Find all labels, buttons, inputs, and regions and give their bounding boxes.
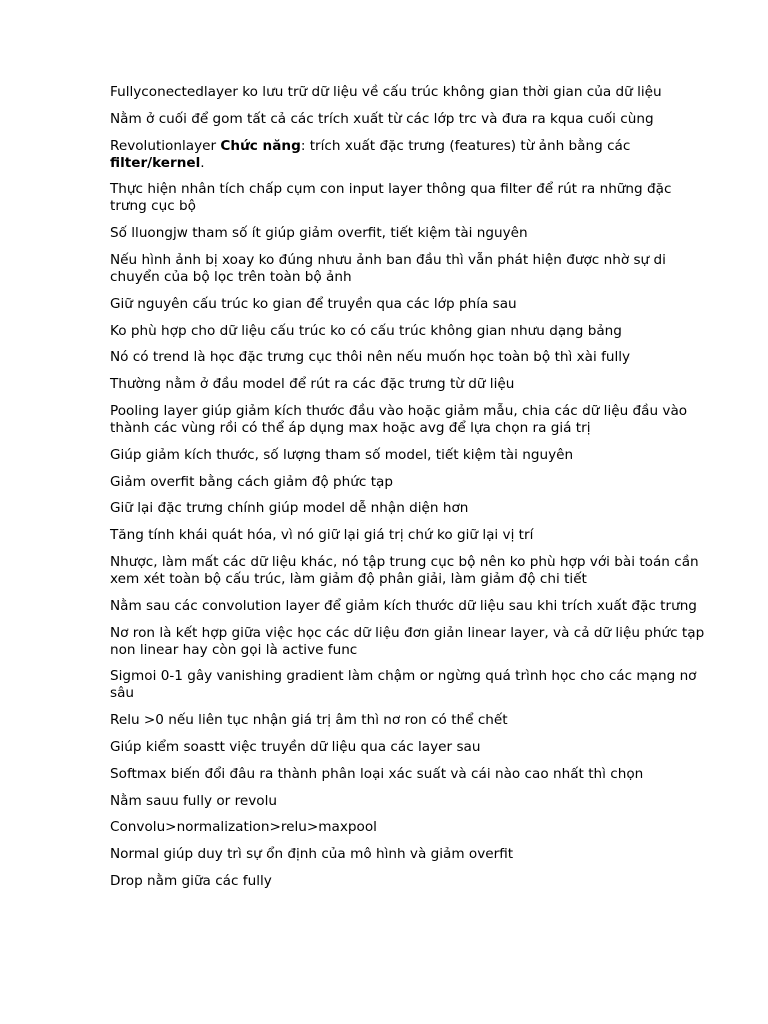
paragraph: Thường nằm ở đầu model để rút ra các đặc trưng từ dữ liệu — [110, 376, 515, 393]
paragraph: Giúp giảm kích thước, số lượng tham số model, tiết kiệm tài nguyên — [110, 446, 574, 463]
paragraph: Nơ ron là kết hợp giữa việc học các dữ liệu đơn giản linear layer, và cả dữ liệu phức tạp non linear hay còn gọi là active func — [110, 624, 705, 658]
paragraph: Nhược, làm mất các dữ liệu khác, nó tập trung cục bộ nên ko phù hợp với bài toán cần xem xét toàn bộ cấu trúc, làm giảm độ phân giải, làm giảm độ chi tiết — [110, 553, 699, 587]
bold-text: filter/kernel — [110, 154, 201, 171]
paragraph: Drop nằm giữa các fully — [110, 872, 272, 889]
paragraph: Tăng tính khái quát hóa, vì nó giữ lại giá trị chứ ko giữ lại vị trí — [110, 527, 534, 544]
paragraph: Ko phù hợp cho dữ liệu cấu trúc ko có cấu trúc không gian nhưu dạng bảng — [110, 322, 622, 339]
paragraph: Nó có trend là học đặc trưng cục thôi nên nếu muốn học toàn bộ thì xài fully — [110, 349, 631, 366]
paragraph: Nằm ở cuối để gom tất cả các trích xuất từ các lớp trc và đưa ra kqua cuối cùng — [110, 110, 654, 127]
document-page — [110, 84, 710, 900]
paragraph: Normal giúp duy trì sự ổn định của mô hình và giảm overfit — [110, 846, 514, 863]
paragraph: Sigmoi 0-1 gây vanishing gradient làm chậm or ngừng quá trình học cho các mạng nơ sâu — [110, 668, 697, 702]
paragraph: Số lluongjw tham số ít giúp giảm overfit, tiết kiệm tài nguyên — [110, 225, 528, 242]
paragraph: Fullyconectedlayer ko lưu trữ dữ liệu về cấu trúc không gian thời gian của dữ liệu — [110, 84, 662, 100]
paragraph: Softmax biến đổi đâu ra thành phân loại xác suất và cái nào cao nhất thì chọn — [110, 765, 644, 782]
paragraph: Thực hiện nhân tích chấp cụm con input layer thông qua filter để rút ra những đặc trưng cục bộ — [110, 181, 672, 215]
bold-text: Chức năng — [220, 137, 301, 154]
paragraph: Relu >0 nếu liên tục nhận giá trị âm thì nơ ron có thể chết — [110, 712, 508, 729]
paragraph-text: . — [200, 154, 205, 171]
paragraph-text: : trích xuất đặc trưng (features) từ ảnh bằng các — [300, 137, 631, 154]
paragraph: Giữ lại đặc trưng chính giúp model dễ nhận diện hơn — [110, 500, 469, 517]
paragraph: Convolu>normalization>relu>maxpool — [110, 819, 377, 836]
paragraph — [110, 138, 710, 172]
paragraph-text: Revolutionlayer — [110, 137, 221, 154]
paragraph: Giảm overfit bằng cách giảm độ phức tạp — [110, 473, 393, 490]
paragraph: Giúp kiểm soastt việc truyền dữ liệu qua các layer sau — [110, 738, 481, 755]
paragraph: Nếu hình ảnh bị xoay ko đúng nhưu ảnh ban đầu thì vẫn phát hiện được nhờ sự di chuyển của bộ lọc trên toàn bộ ảnh — [110, 251, 666, 285]
paragraph: Nằm sau các convolution layer để giảm kích thước dữ liệu sau khi trích xuất đặc trưng — [110, 597, 697, 614]
paragraph: Giữ nguyên cấu trúc ko gian để truyền qua các lớp phía sau — [110, 295, 517, 312]
paragraph: Pooling layer giúp giảm kích thước đầu vào hoặc giảm mẫu, chia các dữ liệu đầu vào thành các vùng rồi có thể áp dụng max hoặc avg để lựa chọn ra giá trị — [110, 402, 688, 436]
paragraph: Nằm sauu fully or revolu — [110, 792, 277, 809]
